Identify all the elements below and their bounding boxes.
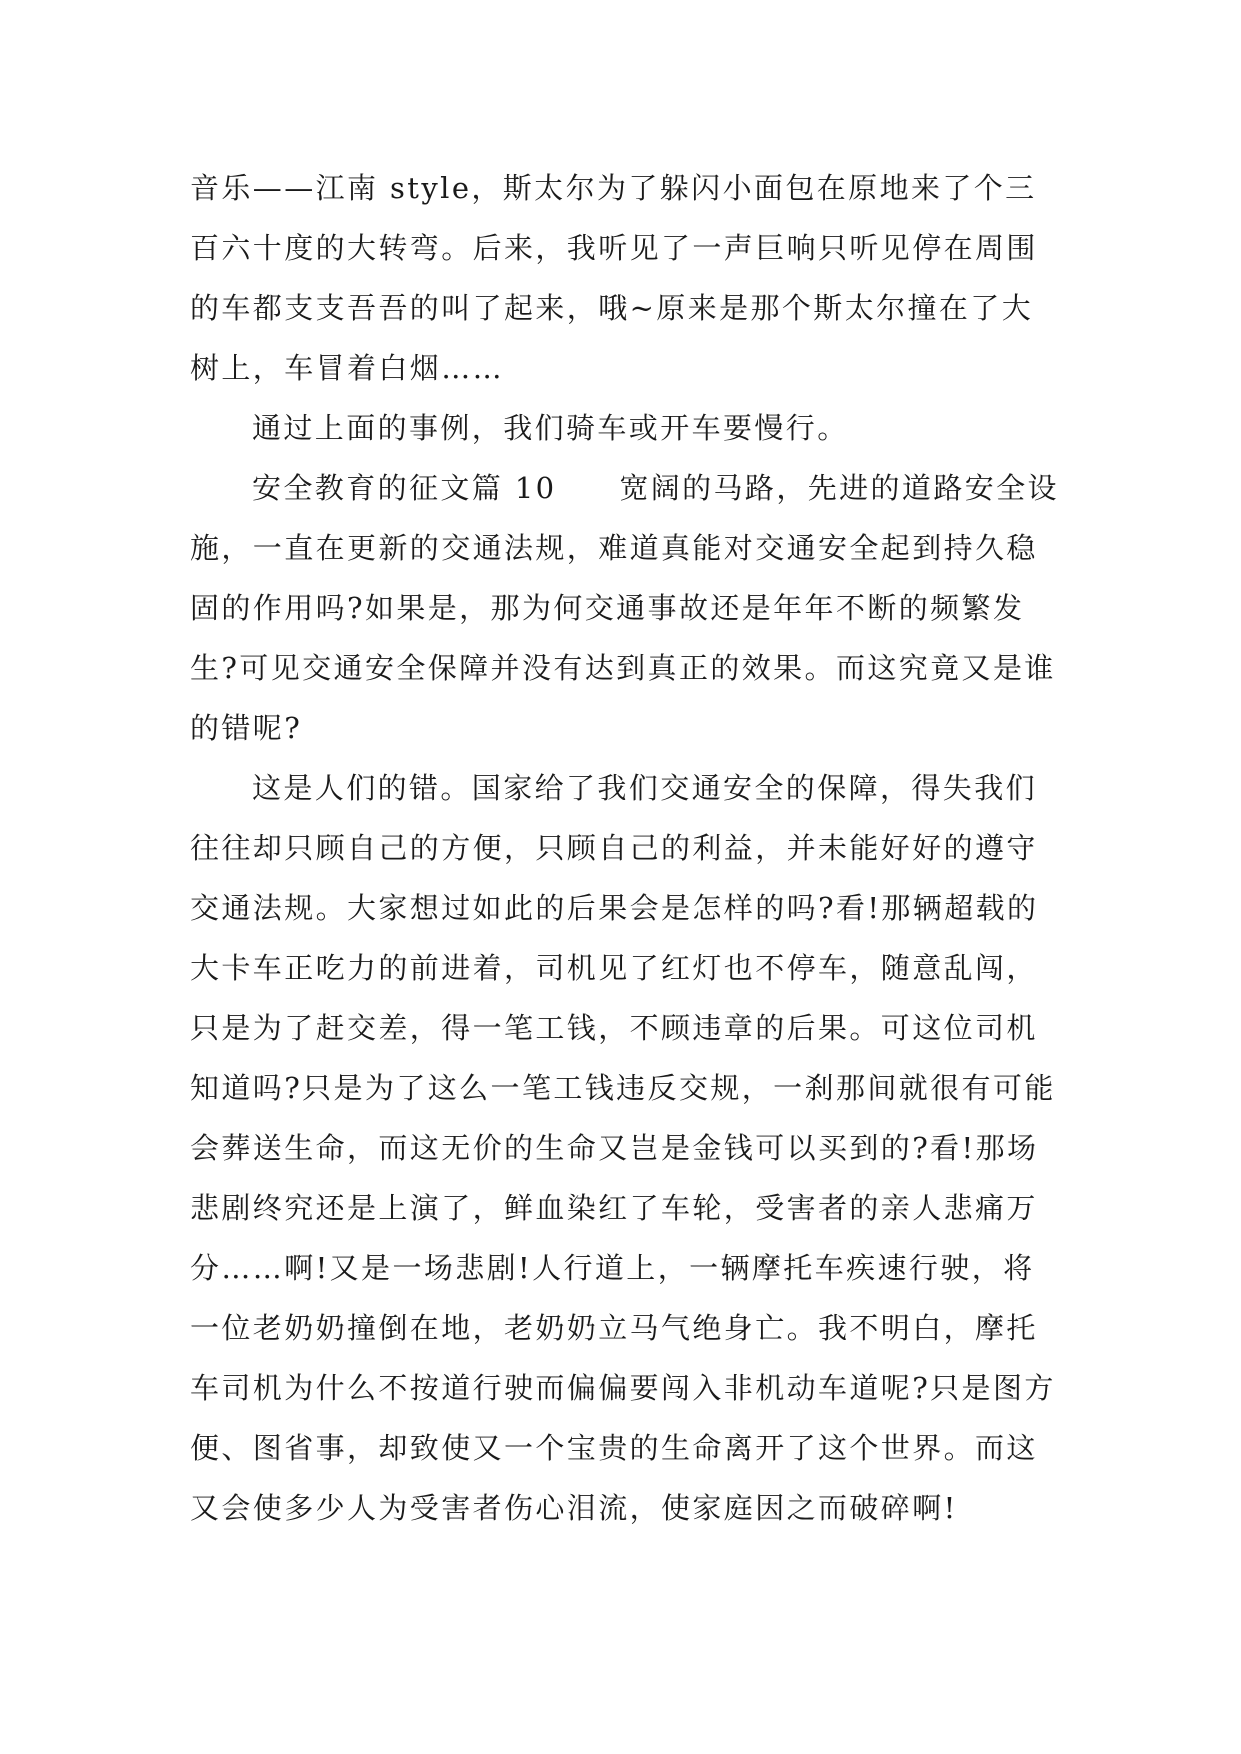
paragraph-body: 这是人们的错。国家给了我们交通安全的保障，得失我们往往却只顾自己的方便，只顾自己的利益，并未能好好的遵守交通法规。大家想过如此的后果会是怎样的吗?看!那辆超载的大卡车正吃力的前进着，司机见了红灯也不停车，随意乱闯，只是为了赶交差，得一笔工钱，不顾违章的后果。可这位司机知道吗?只是为了这么一笔工钱违反交规，一刹那间就很有可能会葬送生命，而这无价的生命又岂是金钱可以买到的?看!那场悲剧终究还是上演了，鲜血染红了车轮，受害者的亲人悲痛万分……啊!又是一场悲剧!人行道上，一辆摩托车疾速行驶，将一位老奶奶撞倒在地，老奶奶立马气绝身亡。我不明白，摩托车司机为什么不按道行驶而偏偏要闯入非机动车道呢?只是图方便、图省事，却致使又一个宝贵的生命离开了这个世界。而这又会使多少人为受害者伤心泪流，使家庭因之而破碎啊! xyxy=(190,771,1056,1525)
document-body xyxy=(190,158,1060,1538)
paragraph-continuation: 音乐——江南 style，斯太尔为了躲闪小面包在原地来了个三百六十度的大转弯。后来，我听见了一声巨响只听见停在周围的车都支支吾吾的叫了起来，哦~原来是那个斯太尔撞在了大树上，车冒着白烟…… xyxy=(190,171,1038,385)
paragraph-essay-title-intro: 安全教育的征文篇 10 宽阔的马路，先进的道路安全设施，一直在更新的交通法规，难道真能对交通安全起到持久稳固的作用吗?如果是，那为何交通事故还是年年不断的频繁发生?可见交通安全保障并没有达到真正的效果。而这究竟又是谁的错呢? xyxy=(190,471,1059,745)
paragraph-conclusion: 通过上面的事例，我们骑车或开车要慢行。 xyxy=(252,411,849,445)
